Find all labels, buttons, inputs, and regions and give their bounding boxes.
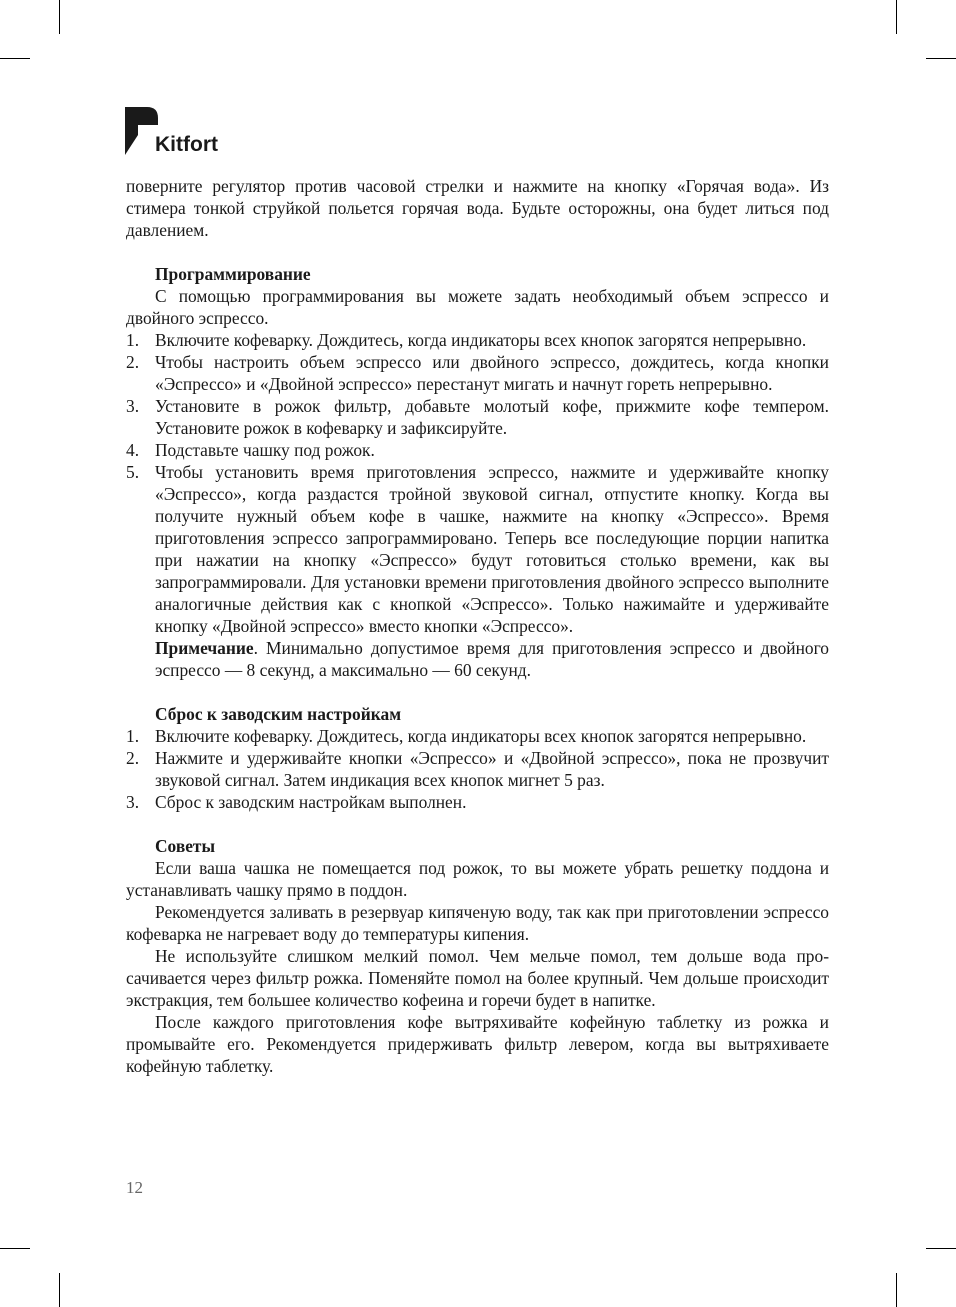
step-number: 3. [126,792,140,812]
section-title-programming: Программирование [155,264,311,284]
crop-mark [926,1248,956,1249]
step-number: 1. [126,330,140,350]
list-item [126,439,829,461]
crop-mark [0,58,30,59]
step-text: Чтобы установить время приготовления эспрессо, нажмите и удерживайте кнопку «Эспрессо», когда раздастся тройной звуковой сигнал, отпустите кнопку. Когда вы получите нужный объем кофе в чашке, нажмите на кнопку «Эспрессо». Время приготовления эспрессо запрограммировано. Теперь все последующие порции напитка при нажатии на кнопку «Эспрессо» будут готовиться столько времени, как вы запрограммировали. Для установки времени приготовления двойного эспрессо выполните аналогичные действия как с кнопкой «Эспрессо». Только нажимайте и удерживайте кнопку «Двойной эспрессо» вместо кнопки «Эспрессо». [155,462,829,636]
step-number: 1. [126,726,140,746]
list-item [126,725,829,747]
note-text: . Минимально допустимое время для приготовления эспрессо и двойного эспрессо — 8 секунд, а максимально — 60 секунд. [155,638,829,680]
note-label: Примечание [155,638,254,658]
programming-lead: С помощью программирования вы можете задать необходимый объем эспрессо и двойного эспрессо. [126,286,829,328]
section-title-tips: Советы [155,836,216,856]
brand-name: Kitfort [155,133,218,156]
crop-mark [896,1273,897,1307]
step-text: Сброс к заводским настройкам выполнен. [155,792,467,812]
programming-note [126,637,829,681]
step-number: 2. [126,352,140,372]
list-item [126,461,829,637]
crop-mark [896,0,897,34]
crop-mark [0,1248,30,1249]
step-number: 3. [126,396,140,416]
step-text: Установите в рожок фильтр, добавьте молотый кофе, прижмите кофе темпером. Установите рожок в кофеварку и зафиксируйте. [155,396,829,438]
reset-steps [126,725,829,813]
page-content [126,175,829,1077]
step-number: 4. [126,440,140,460]
step-number: 5. [126,462,140,482]
kitfort-logo-mark-icon [125,107,159,157]
step-text: Чтобы настроить объем эспрессо или двойного эспрессо, дождитесь, когда кнопки «Эспрессо» и «Двойной эспрессо» перестанут мигать и начнут гореть непрерывно. [155,352,829,394]
crop-mark [59,0,60,34]
page-number: 12 [126,1178,143,1197]
intro-paragraph: поверните регулятор против часовой стрелки и нажмите на кнопку «Горячая вода». Из стимера тонкой струйкой польется горячая вода. Будьте осторожны, она будет литься под давлением. [126,176,829,240]
tips-paragraph: Не используйте слишком мелкий помол. Чем мельче помол, тем дольше вода просачивается через фильтр рожка. Поменяйте помол на более крупный. Чем дольше происходит экстракция, тем большее количество кофеина и горечи будет в напитке. [126,946,829,1010]
list-item [126,351,829,395]
section-title-reset: Сброс к заводским настройкам [155,704,402,724]
list-item [126,791,829,813]
crop-mark [926,58,956,59]
list-item [126,329,829,351]
step-text: Нажмите и удерживайте кнопки «Эспрессо» и «Двойной эспрессо», пока не прозвучит звуковой сигнал. Затем индикация всех кнопок мигнет 5 раз. [155,748,829,790]
crop-mark [59,1273,60,1307]
programming-steps [126,329,829,637]
step-text: Подставьте чашку под рожок. [155,440,375,460]
step-text: Включите кофеварку. Дождитесь, когда индикаторы всех кнопок загорятся непрерывно. [155,330,807,350]
step-text: Включите кофеварку. Дождитесь, когда индикаторы всех кнопок загорятся непрерывно. [155,726,807,746]
tips-paragraph: После каждого приготовления кофе вытряхивайте кофейную таблетку из рожка и промывайте его. Рекомендуется придерживать фильтр левером, когда вы вытряхиваете кофейную таблетку. [126,1012,829,1076]
tips-paragraph: Рекомендуется заливать в резервуар кипяченую воду, так как при приготовлении эспрессо кофеварка не нагревает воду до температуры кипения. [126,902,829,944]
step-number: 2. [126,748,140,768]
tips-paragraph: Если ваша чашка не помещается под рожок, то вы можете убрать решетку поддона и устанавливать чашку прямо в поддон. [126,858,829,900]
list-item [126,395,829,439]
list-item [126,747,829,791]
